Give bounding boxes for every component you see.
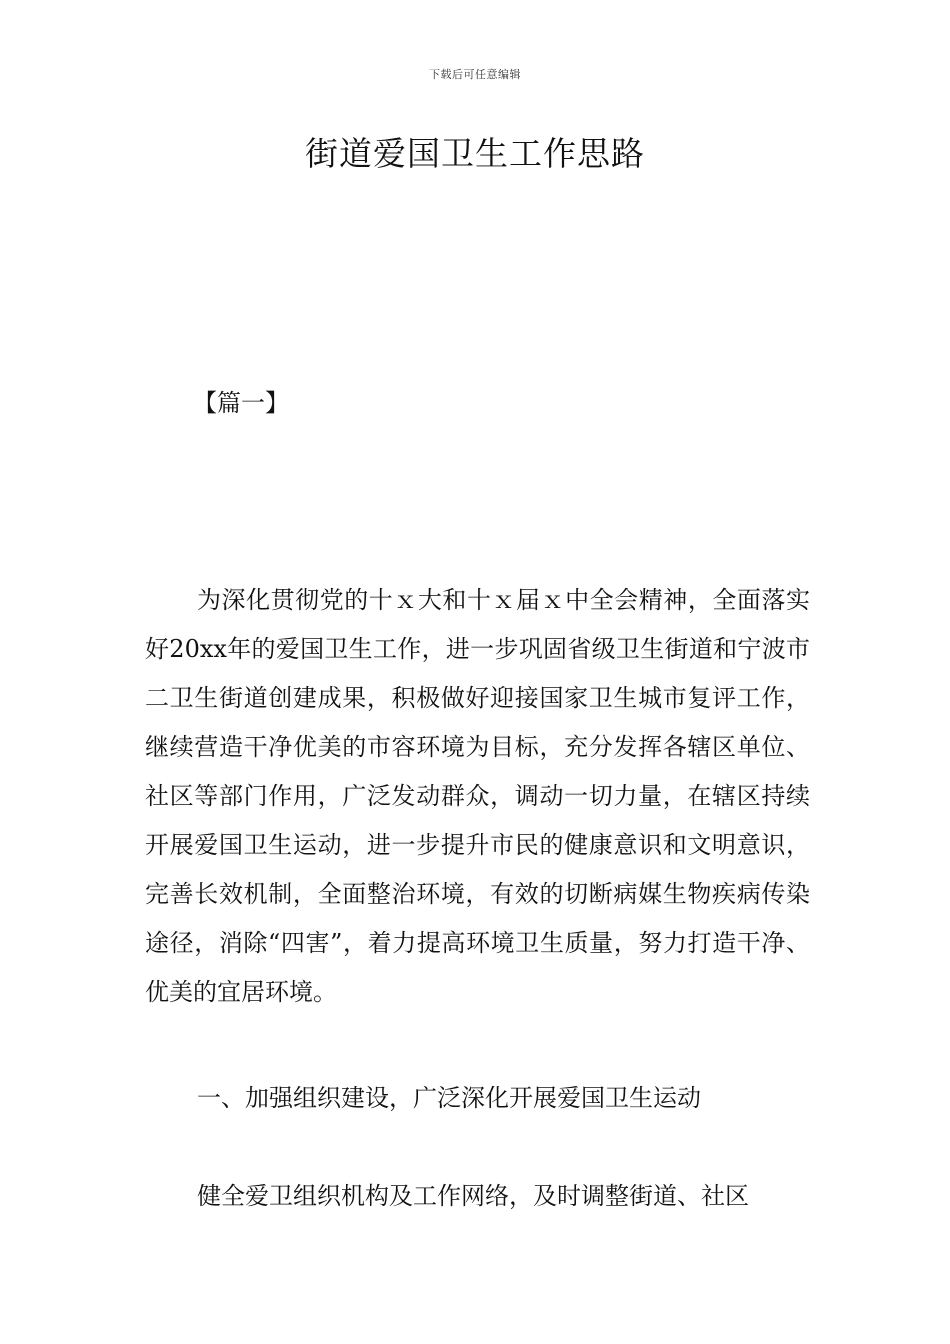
document-title: 街道爱国卫生工作思路 (305, 134, 645, 173)
body-paragraph-2: 健全爱卫组织机构及工作网络，及时调整街道、社区 (197, 1182, 749, 1210)
section-heading-1: 一、加强组织建设，广泛深化开展爱国卫生运动 (197, 1084, 701, 1112)
section-label: 【篇一】 (193, 389, 289, 417)
header-note: 下载后可任意编辑 (429, 68, 521, 81)
body-paragraph-1: 为深化贯彻党的十ｘ大和十ｘ届ｘ中全会精神，全面落实好20xx年的爱国卫生工作，进一步巩固省级卫生街道和宁波市二卫生街道创建成果，积极做好迎接国家卫生城市复评工作，继续营造干净优美的市容环境为目标，充分发挥各辖区单位、社区等部门作用，广泛发动群众，调动一切力量，在辖区持续开展爱国卫生运动，进一步提升市民的健康意识和文明意识，完善长效机制，全面整治环境，有效的切断病媒生物疾病传染途径，消除“四害”，着力提高环境卫生质量，努力打造干净、优美的宜居环境。 (145, 586, 810, 1006)
